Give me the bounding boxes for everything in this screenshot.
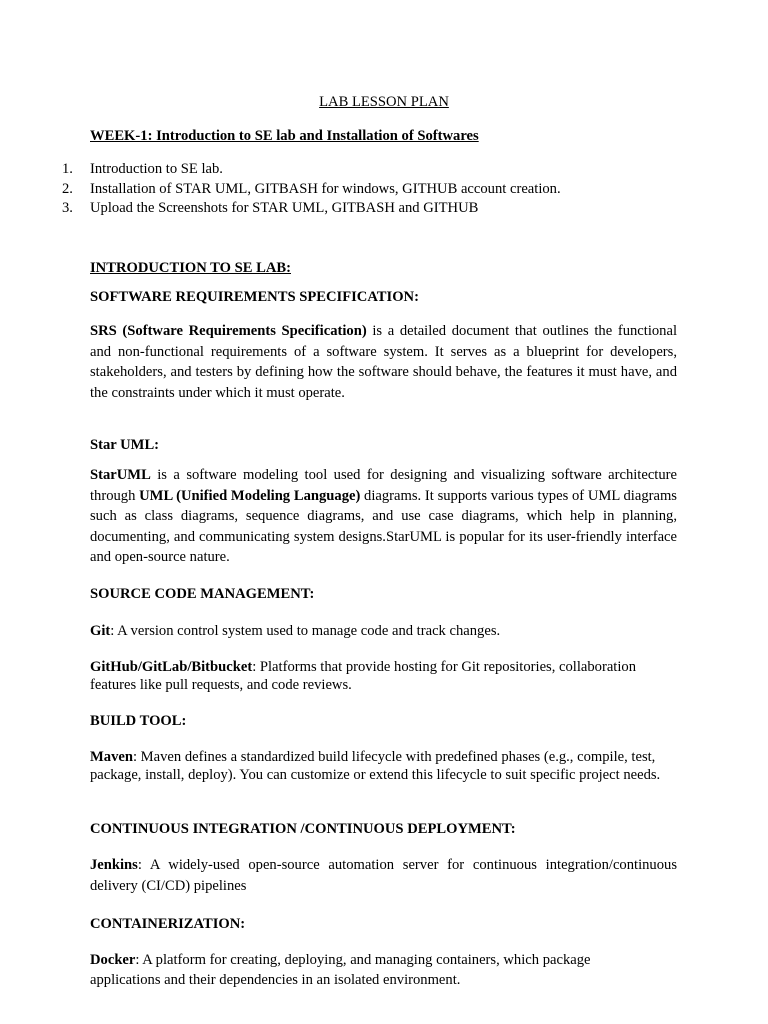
srs-heading: SOFTWARE REQUIREMENTS SPECIFICATION: <box>90 289 419 305</box>
git-term: Git <box>90 623 111 639</box>
task-list <box>62 160 561 219</box>
docker-term: Docker <box>90 952 136 968</box>
jenkins-paragraph: Jenkins: A widely-used open-source automation server for continuous integration/continuous delivery (CI/CD) pipelines <box>90 857 677 894</box>
page-title: LAB LESSON PLAN <box>319 94 449 110</box>
maven-term: Maven <box>90 749 133 765</box>
intro-heading: INTRODUCTION TO SE LAB: <box>90 260 291 276</box>
maven-paragraph: Maven: Maven defines a standardized build lifecycle with predefined phases (e.g., compile, test, package, install, deploy). You can customize or extend this lifecycle to suit specific project needs. <box>90 749 661 783</box>
week-heading: WEEK-1: Introduction to SE lab and Installation of Softwares <box>90 128 479 144</box>
cicd-heading: CONTINUOUS INTEGRATION /CONTINUOUS DEPLOYMENT: <box>90 821 516 837</box>
docker-paragraph: Docker: A platform for creating, deploying, and managing containers, which package applications and their dependencies in an isolated environment. <box>90 952 591 988</box>
github-paragraph: GitHub/GitLab/Bitbucket: Platforms that provide hosting for Git repositories, collaboration features like pull requests, and code reviews. <box>90 659 637 693</box>
build-heading: BUILD TOOL: <box>90 713 187 729</box>
container-heading: CONTAINERIZATION: <box>90 916 246 932</box>
srs-paragraph: SRS (Software Requirements Specification) is a detailed document that outlines the functional and non-functional requirements of a software system. It serves as a blueprint for developers, stakeholders, and testers by defining how the software should behave, the features it must have, and the constraints under which it must operate. <box>90 323 678 401</box>
list-item: 2. Installation of STAR UML, GITBASH for windows, GITHUB account creation. <box>62 180 561 197</box>
staruml-term: StarUML <box>90 467 151 483</box>
srs-term: SRS (Software Requirements Specification) <box>90 323 367 339</box>
list-item: 3. Upload the Screenshots for STAR UML, GITBASH and GITHUB <box>62 200 479 216</box>
scm-heading: SOURCE CODE MANAGEMENT: <box>90 586 315 602</box>
git-paragraph: Git: A version control system used to manage code and track changes. <box>90 623 501 639</box>
jenkins-term: Jenkins <box>90 857 138 873</box>
uml-term: UML (Unified Modeling Language) <box>139 487 361 504</box>
staruml-heading: Star UML: <box>90 437 160 453</box>
github-term: GitHub/GitLab/Bitbucket <box>90 659 253 675</box>
list-item: 1. Introduction to SE lab. <box>62 161 223 177</box>
staruml-paragraph: StarUML is a software modeling tool used for designing and visualizing software architecture through UML (Unified Modeling Language) diagrams. It supports various types of UML diagrams such as class diagrams, sequence diagrams, and use case diagrams, which help in planning, documenting, and communicating system designs.StarUML is popular for its user-friendly interface and open-source nature. <box>90 467 677 565</box>
